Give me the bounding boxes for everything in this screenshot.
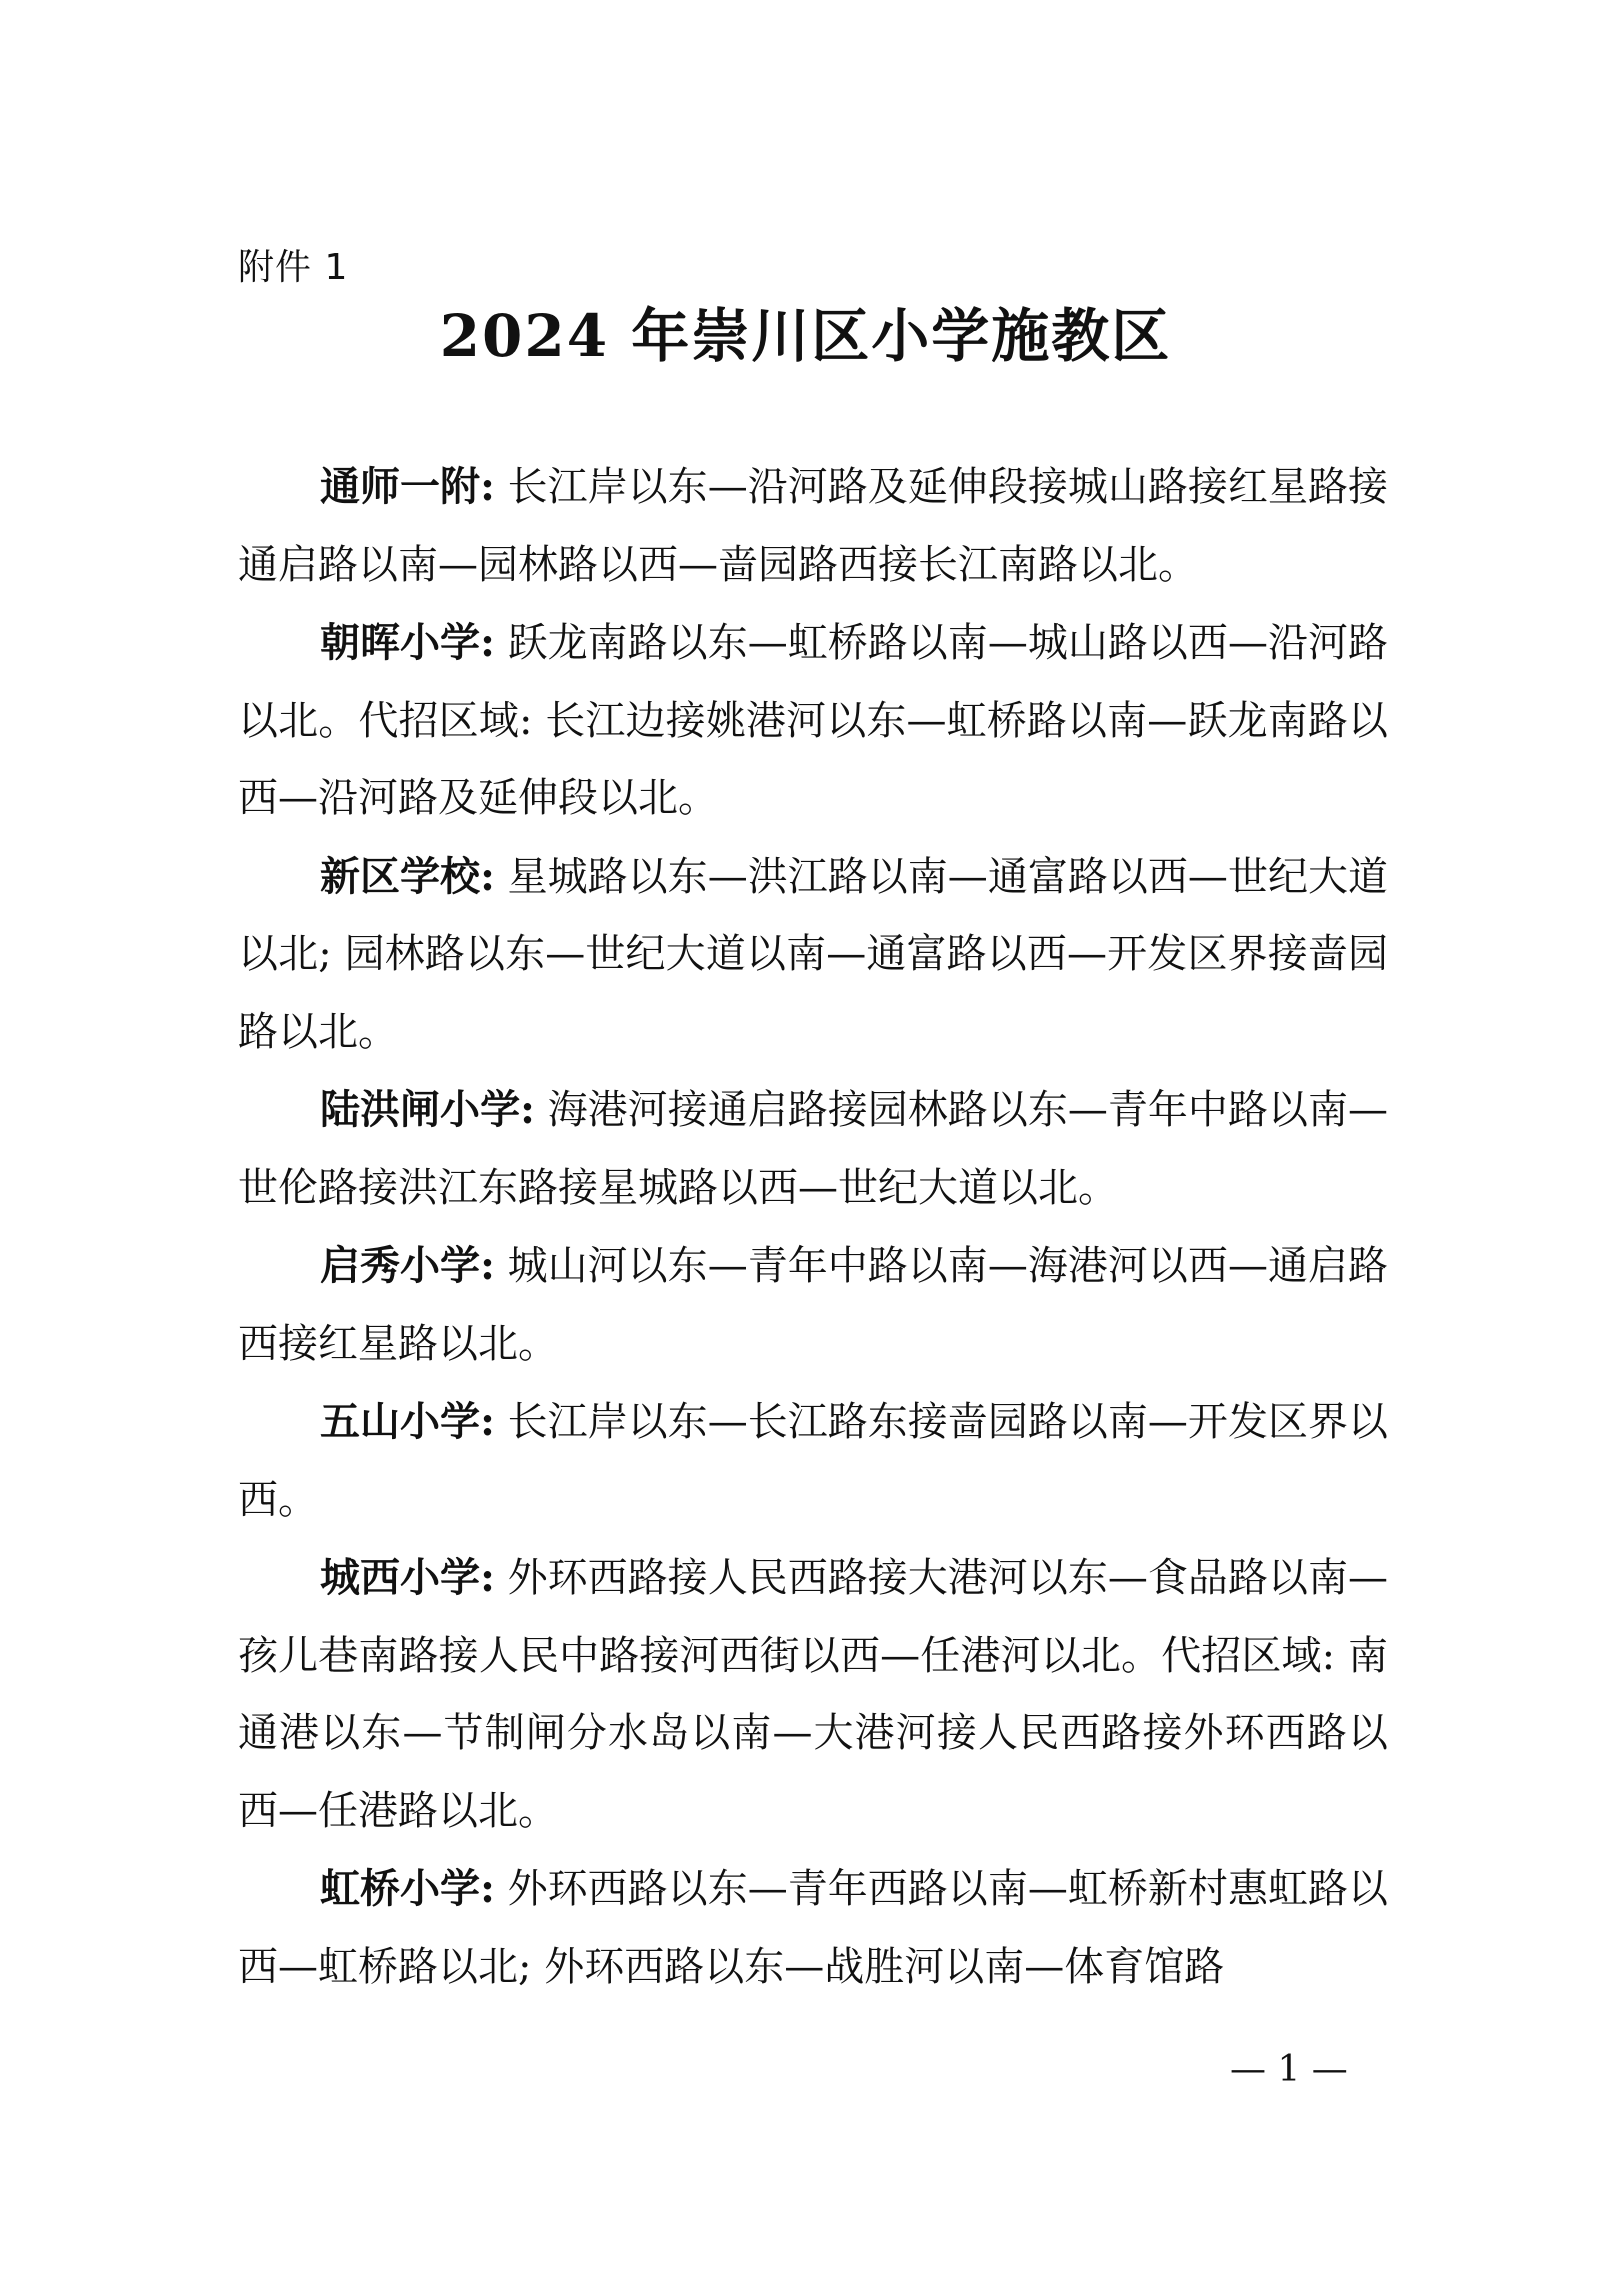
list-item <box>238 1071 1388 1227</box>
list-item <box>238 1850 1388 2006</box>
zone-description: 外环西路接人民西路接大港河以东—食品路以南—孩儿巷南路接人民中路接河西街以西—任港河以北。代招区域: 南通港以东—节制闸分水岛以南—大港河接人民西路接外环西路以西—任港路以北。 <box>238 1555 1389 1834</box>
zone-description: 跃龙南路以东—虹桥路以南—城山路以西—沿河路以北。代招区域: 长江边接姚港河以东—虹桥路以南—跃龙南路以西—沿河路及延伸段以北。 <box>238 620 1389 821</box>
attachment-label: 附件 1 <box>238 247 349 288</box>
zone-description: 星城路以东—洪江路以南—通富路以西—世纪大道以北; 园林路以东—世纪大道以南—通富路以西—开发区界接啬园路以北。 <box>238 853 1389 1055</box>
school-name: 虹桥小学: <box>320 1865 495 1912</box>
school-name: 朝晖小学: <box>320 619 495 666</box>
list-item <box>238 1539 1388 1850</box>
school-zone-list <box>238 448 1388 2006</box>
list-item <box>238 838 1388 1072</box>
zone-description: 城山河以东—青年中路以南—海港河以西—通启路西接红星路以北。 <box>238 1243 1389 1367</box>
list-item <box>238 448 1388 604</box>
zone-description: 长江岸以东—沿河路及延伸段接城山路接红星路接通启路以南—园林路以西—啬园路西接长江南路以北。 <box>238 464 1389 588</box>
school-name: 陆洪闸小学: <box>320 1086 535 1133</box>
page-title: 2024 年崇川区小学施教区 <box>439 302 1172 370</box>
list-item <box>238 1227 1388 1383</box>
zone-description: 海港河接通启路接园林路以东—青年中路以南—世伦路接洪江东路接星城路以西—世纪大道以北。 <box>238 1087 1389 1211</box>
school-name: 新区学校: <box>320 852 495 900</box>
page-number: — 1 — <box>1230 2049 1348 2090</box>
list-item <box>238 1383 1388 1539</box>
school-name: 启秀小学: <box>320 1242 495 1289</box>
school-name: 五山小学: <box>320 1398 495 1445</box>
zone-description: 外环西路以东—青年西路以南—虹桥新村惠虹路以西—虹桥路以北; 外环西路以东—战胜河以南—体育馆路 <box>238 1866 1389 1990</box>
school-name: 城西小学: <box>320 1554 495 1601</box>
school-name: 通师一附: <box>320 463 495 510</box>
list-item <box>238 604 1388 838</box>
zone-description: 长江岸以东—长江路东接啬园路以南—开发区界以西。 <box>238 1399 1389 1523</box>
